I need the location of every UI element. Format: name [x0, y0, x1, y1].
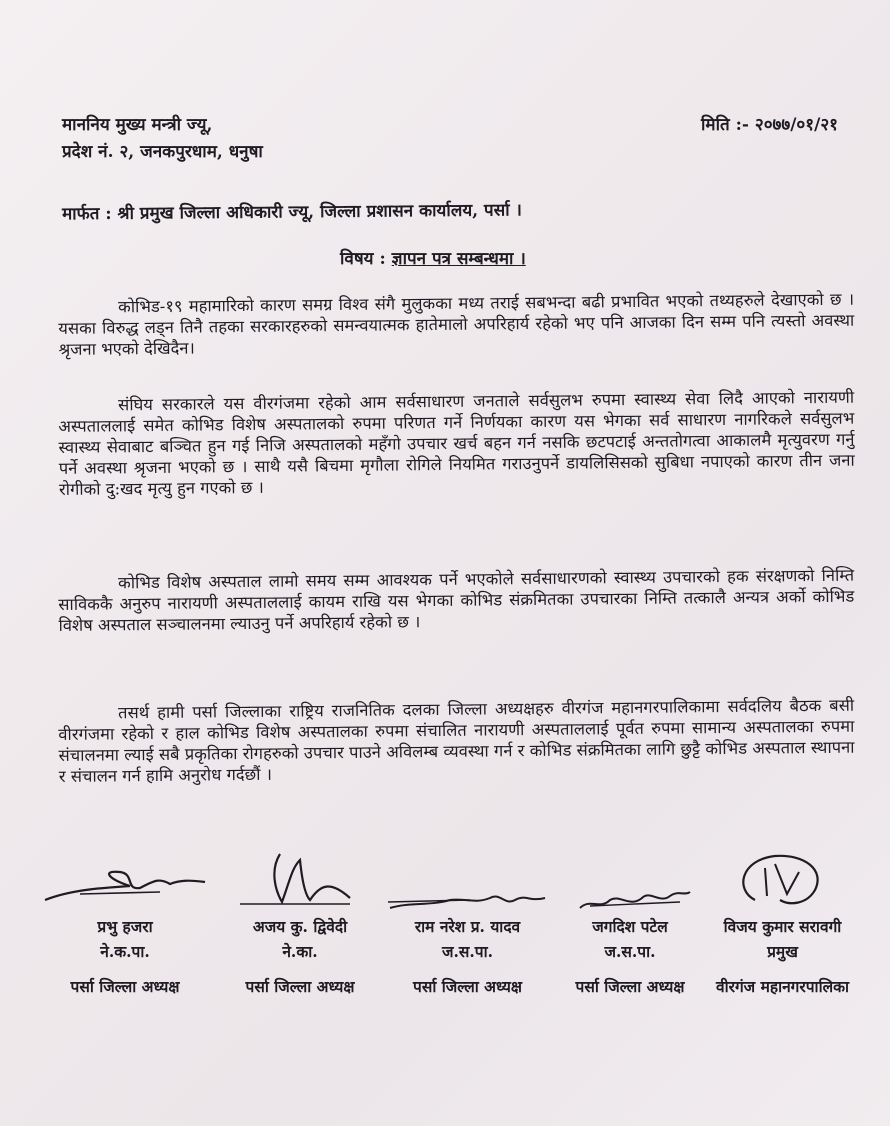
- signatory-4-title: पर्सा जिल्ला अध्यक्ष: [575, 977, 685, 996]
- via-line: मार्फत : श्री प्रमुख जिल्ला अधिकारी ज्यू, जिल्ला प्रशासन कार्यालय, पर्सा ।: [61, 200, 523, 225]
- signatory-2-party: ने.का.: [282, 942, 318, 961]
- signatory-5-title: वीरगंज महानगरपालिका: [715, 977, 850, 996]
- signatory-3-title: पर्सा जिल्ला अध्यक्ष: [413, 977, 522, 996]
- signatory-2-name: अजय कु. द्विवेदी: [252, 917, 348, 936]
- signature-1-icon: [40, 850, 210, 910]
- signature-2-icon: [220, 850, 380, 910]
- signatory-3: [380, 850, 555, 999]
- addressee-block: [62, 112, 263, 166]
- subject-label: विषय :: [340, 249, 386, 269]
- signatory-1-party: ने.क.पा.: [100, 942, 150, 961]
- signatory-2: [220, 850, 380, 999]
- letter-date: मिति :- २०७७/०१/२१: [701, 115, 838, 135]
- signatory-5-name: विजय कुमार सरावगी: [723, 917, 842, 936]
- signatory-4-party: ज.स.पा.: [604, 942, 656, 961]
- signature-4-icon: [550, 850, 710, 910]
- signature-block: [30, 850, 870, 1010]
- signature-5-icon: [695, 850, 870, 910]
- body-paragraph-4: तसर्थ हामी पर्सा जिल्लाका राष्ट्रिय राजनितिक दलका जिल्ला अध्यक्षहरु वीरगंज महानगरपालिकामा सर्वदलिय बैठक बसी वीरगंजमा रहेको र हाल कोभिड विशेष अस्पतालका रुपमा संचालित नारायणी अस्पताललाई पूर्वत रुपमा सामान्य अस्पतालका रुपमा संचालनमा ल्याई सबै प्रकृतिका रोगहरुको उपचार पाउने अविलम्ब व्यवस्था गर्न र कोभिड संक्रमितका लागि छुट्टै कोभिड अस्पताल स्थापना र संचालन गर्न हामि अनुरोध गर्दछौं ।: [58, 695, 855, 786]
- body-paragraph-3: कोभिड विशेष अस्पताल लामो समय सम्म आवश्यक पर्ने भएकोले सर्वसाधारणको स्वास्थ्य उपचारको हक संरक्षणको निम्ति साविककै अनुरुप नारायणी अस्पताललाई कायम राखि यस भेगका कोभिड संक्रमितका उपचारका निम्ति तत्कालै अन्यत्र अर्को कोभिड विशेष अस्पताल सञ्चालनमा ल्याउनु पर्ने अपरिहार्य रहेको छ ।: [58, 565, 855, 635]
- signatory-1-name: प्रभु हजरा: [97, 917, 153, 936]
- addressee-line-2: प्रदेश नं. २, जनकपुरधाम, धनुषा: [62, 142, 263, 162]
- signatory-3-party: ज.स.पा.: [442, 942, 493, 961]
- signatory-4-name: जगदिश पटेल: [592, 917, 668, 936]
- subject-value: ज्ञापन पत्र सम्बन्धमा ।: [391, 249, 526, 269]
- body-paragraph-2: संघिय सरकारले यस वीरगंजमा रहेको आम सर्वसाधारण जनताले सर्वसुलभ रुपमा स्वास्थ्य सेवा लिदै आएको नारायणी अस्पताललाई समेत कोभिड विशेष अस्पतालको रुपमा परिणत गर्ने निर्णयका कारण यस भेगका सर्व साधारण नागरिकले सर्वसुलभ स्वास्थ्य सेवाबाट बञ्चित हुन गई निजि अस्पतालको महँगो उपचार खर्च बहन गर्न नसकि छटपटाई अन्ततोगत्वा आकालमै मृत्युवरण गर्नु पर्ने अवस्था श्रृजना भएको छ । साथै यसै बिचमा मृगौला रोगिले नियमित गराउनुपर्ने डायलिसिसको सुबिधा नपाएको कारण तीन जना रोगीको दु:खद मृत्यु हुन गएको छ ।: [58, 387, 855, 499]
- signatory-3-name: राम नरेश प्र. यादव: [414, 917, 521, 936]
- body-paragraph-1: कोभिड-१९ महामारिको कारण समग्र विश्व संगै मुलुकका मध्य तराई सबभन्दा बढी प्रभावित भएको तथ्यहरुले देखाएको छ । यसका विरुद्ध लड्न तिनै तहका सरकारहरुको समन्वयात्मक हातेमालो अपरिहार्य रहेको भए पनि आजका दिन सम्म पनि त्यस्तो अवस्था श्रृजना भएको देखिदैन।: [58, 289, 855, 359]
- signatory-5-party: प्रमुख: [767, 942, 798, 961]
- signatory-1: [40, 850, 210, 999]
- signatory-5: [695, 850, 870, 999]
- subject-line: [340, 246, 526, 269]
- signatory-1-title: पर्सा जिल्ला अध्यक्ष: [70, 977, 180, 996]
- signatory-4: [550, 850, 710, 999]
- signatory-2-title: पर्सा जिल्ला अध्यक्ष: [245, 977, 355, 996]
- signature-3-icon: [380, 850, 555, 910]
- addressee-line-1: माननिय मुख्य मन्त्री ज्यू,: [62, 115, 213, 135]
